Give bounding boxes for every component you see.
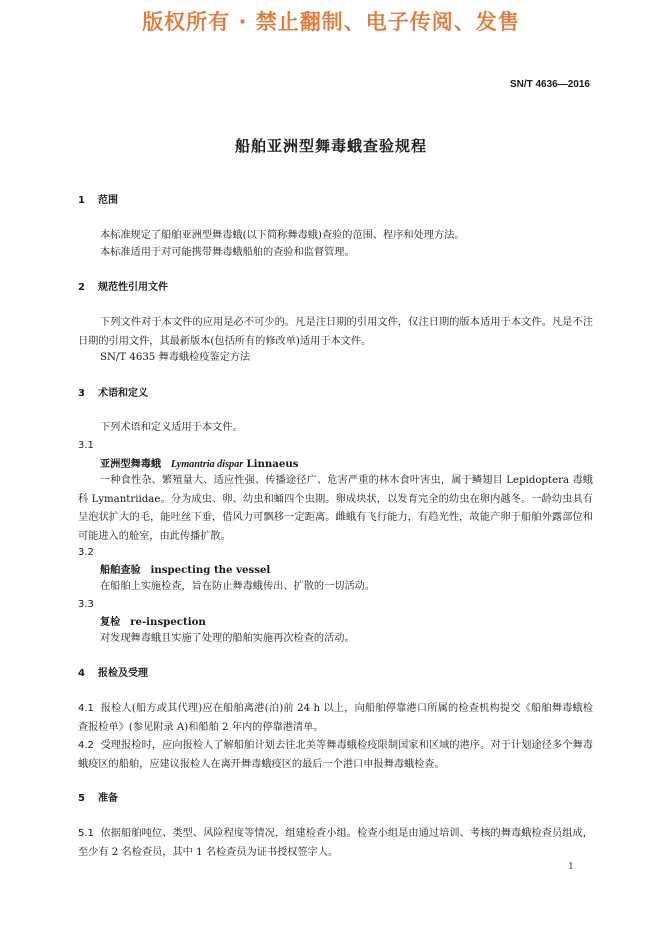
section-5-heading: 5 准备 — [78, 793, 118, 804]
term-3-2-definition: 在船舶上实施检查，旨在防止舞毒蛾传出、扩散的一切活动。 — [100, 581, 376, 592]
clause-4-2: 4.2 受理报检时，应向报检人了解船舶计划去往北美等舞毒蛾检疫限制国家和区域的港序。对于计划途径多个舞毒蛾疫区的船舶，应建议报检人在离开舞毒蛾疫区的最后一个港口申报舞毒蛾检查。 — [78, 740, 593, 770]
section-3-intro: 下列术语和定义适用于本文件。 — [100, 422, 243, 433]
section-3-heading: 3 术语和定义 — [78, 388, 148, 399]
term-3-1-name: 亚洲型舞毒蛾 Lymantria dispar Linnaeus — [100, 458, 299, 470]
term-3-2-name: 船舶查验 inspecting the vessel — [100, 564, 271, 576]
section-4-heading: 4 报检及受理 — [78, 668, 148, 679]
term-3-3-name: 复检 re-inspection — [100, 616, 206, 628]
normative-reference: SN/T 4635 舞毒蛾检疫鉴定方法 — [100, 352, 251, 363]
watermark: 版权所有 · 禁止翻制、电子传阅、发售 — [142, 10, 520, 34]
term-3-2-number: 3.2 — [78, 547, 94, 558]
term-3-3-definition: 对发现舞毒蛾且实施了处理的船舶实施再次检查的活动。 — [100, 633, 355, 644]
term-3-1-definition: 一种食性杂、繁殖量大、适应性强、传播途径广、危害严重的林木食叶害虫，属于鳞翅目 Lepidoptera 毒蛾科 Lymantriidae。分为成虫、卵、幼虫和蛹四个虫期。卵成块状，以发育完全的幼虫在卵内越冬。一龄幼虫具有呈泡状扩大的毛，能吐丝下垂，借风力可飘移一定距离。雌蛾有飞行能力，有趋光性，故能产卵于船舶外露部位和可能进入的舱室，由此传播扩散。 — [78, 475, 593, 542]
section-2-heading: 2 规范性引用文件 — [78, 282, 168, 293]
section-1-para-1: 本标准规定了船舶亚洲型舞毒蛾(以下简称舞毒蛾)查验的范围、程序和处理方法。 — [100, 230, 465, 241]
section-2-para-1: 下列文件对于本文件的应用是必不可少的。凡是注日期的引用文件，仅注日期的版本适用于本文件。凡是不注日期的引用文件，其最新版本(包括所有的修改单)适用于本文件。 — [78, 317, 593, 347]
document-title: 船舶亚洲型舞毒蛾查验规程 — [234, 137, 427, 155]
term-3-3-number: 3.3 — [78, 599, 94, 610]
standard-number: SN/T 4636—2016 — [509, 79, 590, 90]
term-3-1-number: 3.1 — [78, 440, 94, 451]
page-number: 1 — [567, 861, 574, 872]
section-1-para-2: 本标准适用于对可能携带舞毒蛾船舶的查验和监督管理。 — [100, 247, 355, 258]
section-1-heading: 1 范围 — [78, 195, 118, 206]
clause-4-1: 4.1 报检人(船方或其代理)应在船舶离港(泊)前 24 h 以上，向船舶停靠港口所属的检查机构提交《船舶舞毒蛾检查报检单》(参见附录 A)和船舶 2 年内的停靠港清单。 — [78, 703, 593, 733]
clause-5-1: 5.1 依据船舶吨位、类型、风险程度等情况，组建检查小组。检查小组是由通过培训、考核的舞毒蛾检查员组成，至少有 2 名检查员，其中 1 名检查员为证书授权签字人。 — [78, 828, 593, 858]
